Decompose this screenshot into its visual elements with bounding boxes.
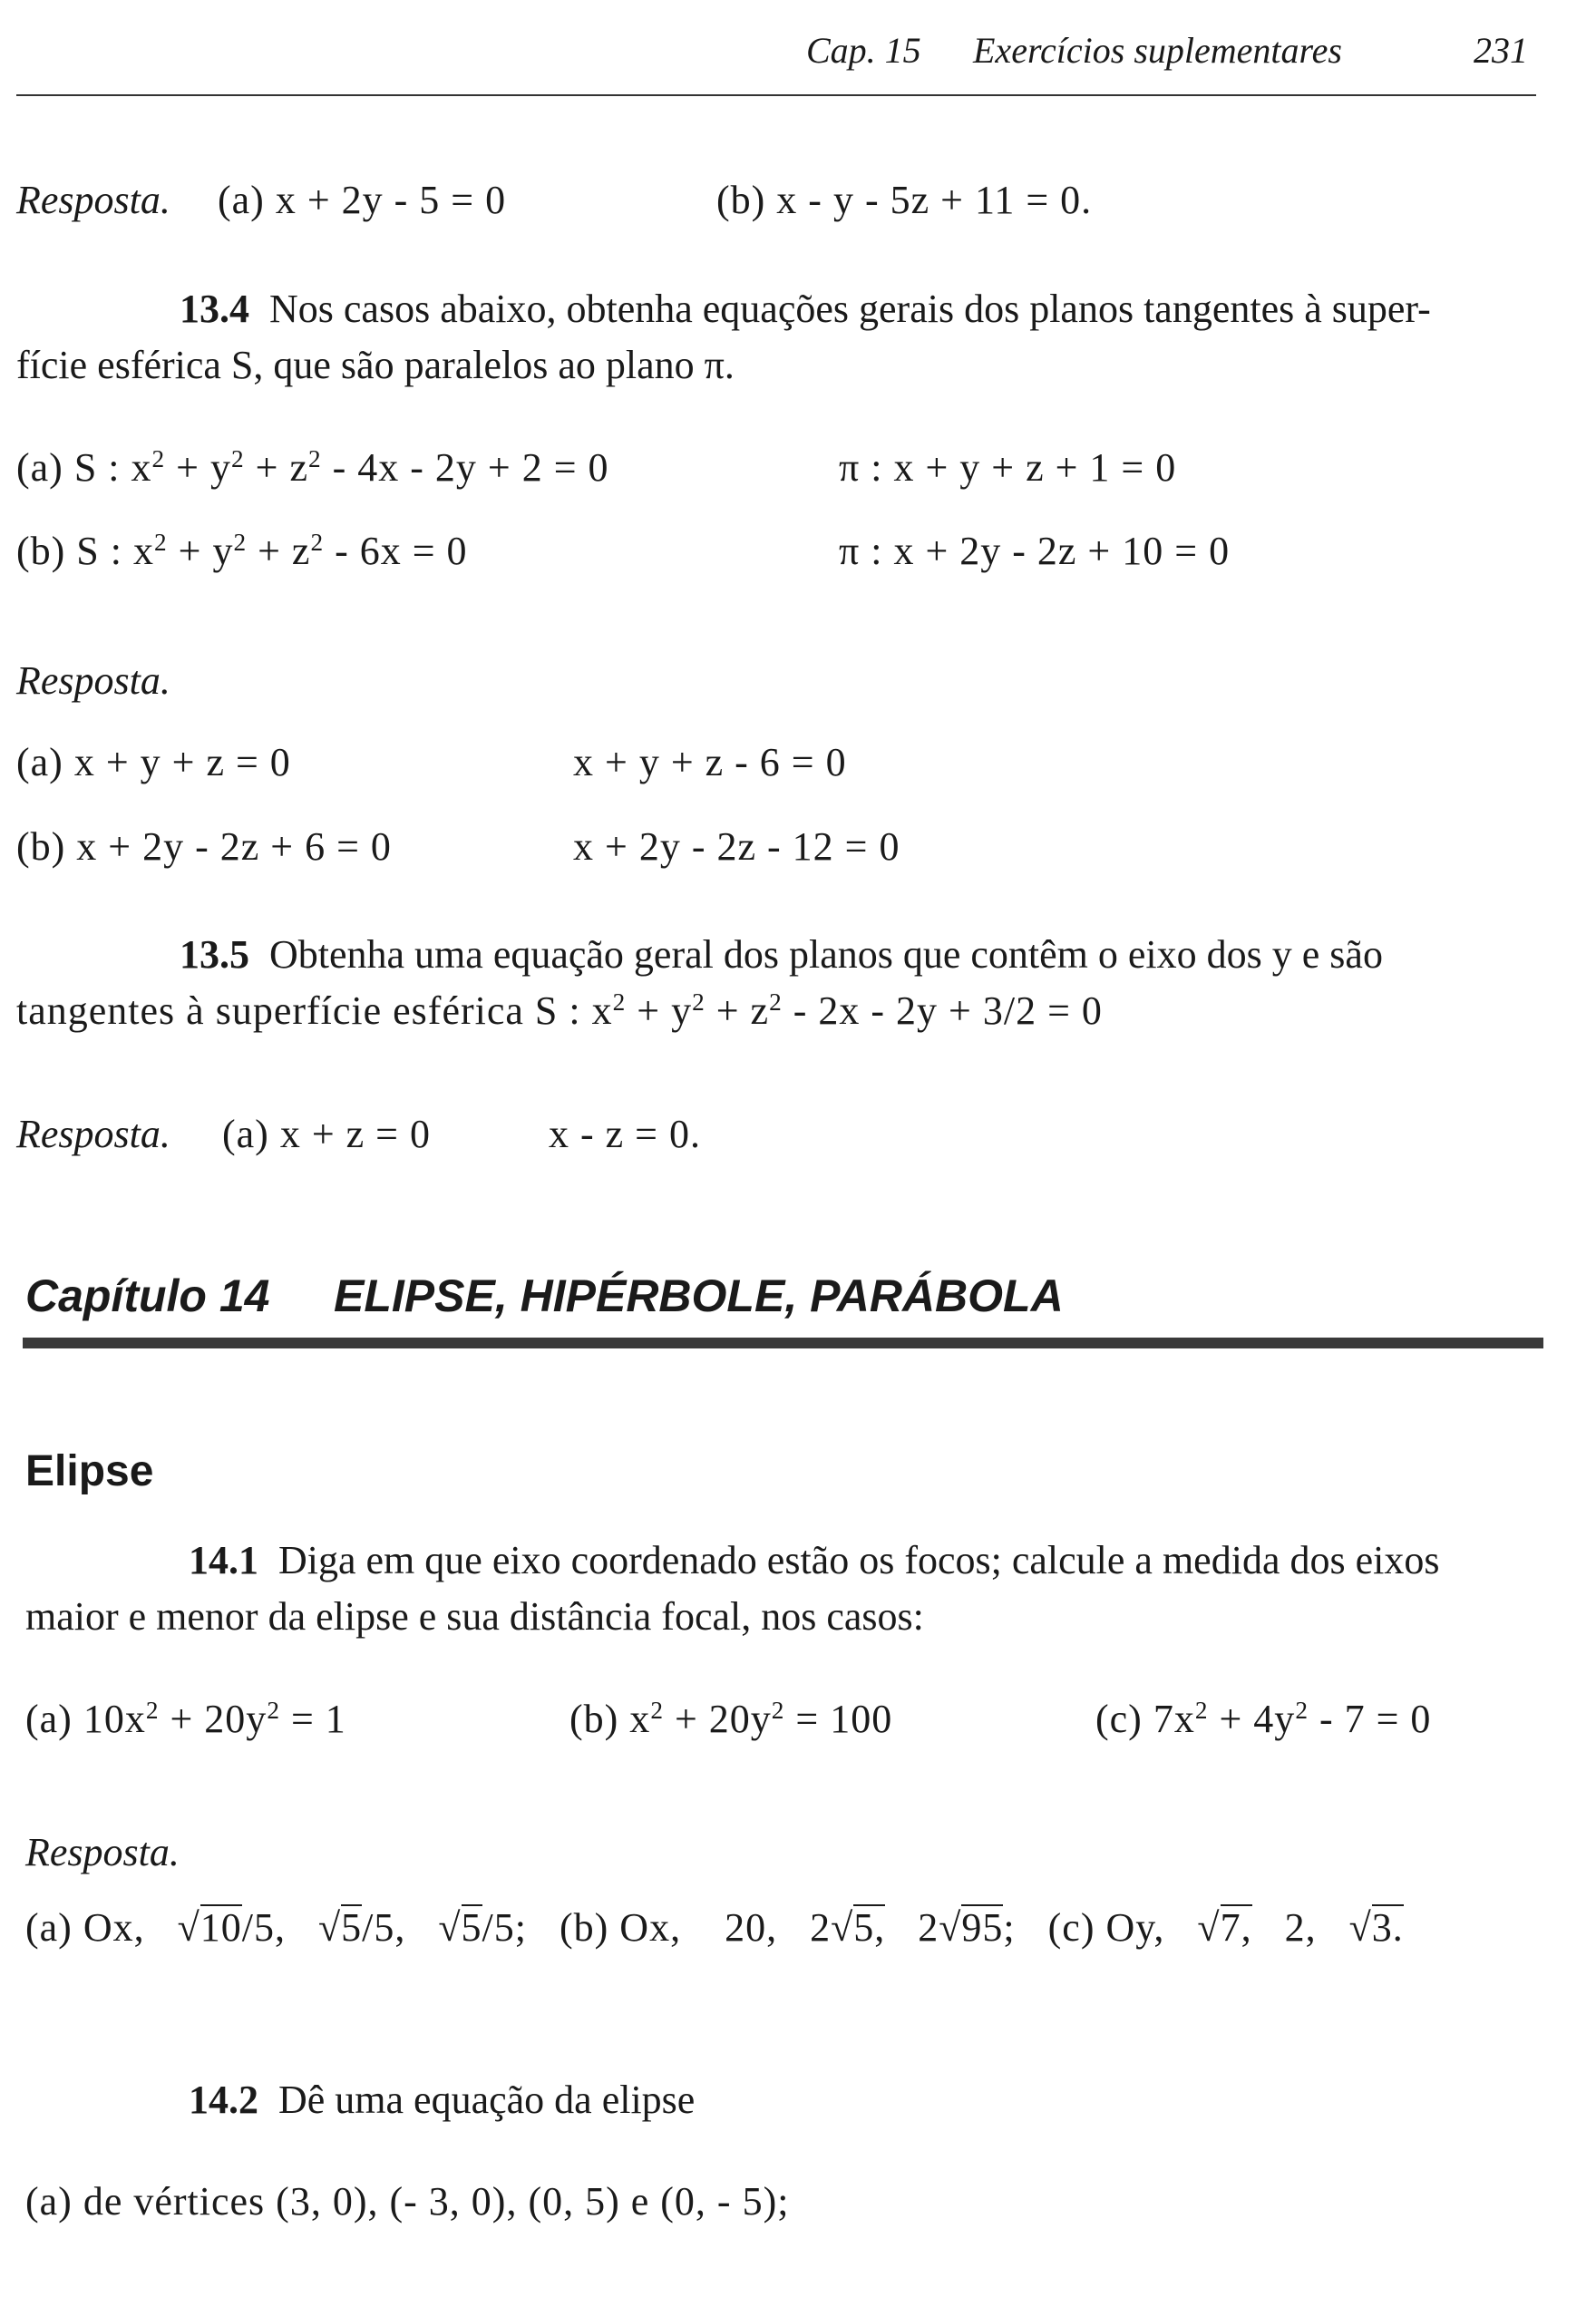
superscript: 2 <box>154 529 168 556</box>
answer-part: 20, <box>725 1905 778 1950</box>
sqrt-symbol: √ <box>831 1905 854 1950</box>
chapter-label: Capítulo 14 <box>25 1270 270 1321</box>
answer-part: 2, <box>1284 1905 1317 1950</box>
exercise-14-2-a: (a) de vértices (3, 0), (- 3, 0), (0, 5) e (0, - 5); <box>25 2179 790 2224</box>
exercise-13-4-a-sphere <box>16 444 609 492</box>
radicand: 95 <box>961 1905 1004 1950</box>
superscript: 2 <box>145 1697 160 1724</box>
sqrt-symbol: √ <box>1348 1905 1372 1950</box>
superscript: 2 <box>231 445 245 472</box>
exercise-14-1-statement <box>25 1533 1558 1645</box>
answer-part: /5, <box>241 1905 286 1950</box>
radicand: 5 <box>341 1905 363 1950</box>
answer-a2: x + y + z - 6 = 0 <box>573 740 847 784</box>
answer-part: 2 <box>810 1905 832 1950</box>
answer-part: ; <box>1003 1905 1016 1950</box>
eq-part: + z <box>247 529 311 573</box>
exercise-number: 13.4 <box>180 287 249 331</box>
exercise-13-4-b-sphere <box>16 528 468 576</box>
answer-b2: x + 2y - 2z - 12 = 0 <box>573 824 900 869</box>
eq-part: tangentes à superfície esférica S : x <box>16 988 613 1033</box>
eq-part: (a) S : x <box>16 445 152 490</box>
answer-a: (a) x + z = 0 <box>222 1112 431 1156</box>
answer-b: x - z = 0. <box>549 1112 701 1156</box>
eq-part: - 6x = 0 <box>324 529 468 573</box>
answer-part: (c) Oy, <box>1047 1905 1165 1950</box>
sqrt-symbol: √ <box>438 1905 462 1950</box>
answer-label: Resposta. <box>16 1112 170 1156</box>
radicand: 3. <box>1371 1905 1404 1950</box>
eq-part: + y <box>165 445 231 490</box>
exercise-13-4-b-plane: π : x + 2y - 2z + 10 = 0 <box>839 529 1231 573</box>
answer-part: /5; <box>482 1905 527 1950</box>
exercise-text-line2 <box>16 983 1549 1039</box>
running-header-section: Exercícios suplementares <box>973 30 1342 71</box>
radicand: 5 <box>461 1905 482 1950</box>
superscript: 2 <box>1194 1697 1209 1724</box>
eq-part: + 20y <box>159 1697 268 1741</box>
superscript: 2 <box>151 445 166 472</box>
exercise-13-4-statement <box>16 281 1540 394</box>
exercise-text-line2: maior e menor da elipse e sua distância focal, nos casos: <box>25 1594 924 1639</box>
exercise-number: 13.5 <box>180 932 249 977</box>
answer-label: Resposta. <box>16 658 170 703</box>
exercise-13-5-statement <box>16 927 1549 1039</box>
superscript: 2 <box>771 1697 785 1724</box>
exercise-14-1-a <box>25 1696 346 1744</box>
page-number: 231 <box>1474 30 1528 71</box>
superscript: 2 <box>612 988 627 1016</box>
sqrt-symbol: √ <box>177 1905 200 1950</box>
superscript: 2 <box>310 529 325 556</box>
answer-b1: (b) x + 2y - 2z + 6 = 0 <box>16 824 392 869</box>
superscript: 2 <box>1295 1697 1309 1724</box>
eq-part: (b) S : x <box>16 529 154 573</box>
radicand: 5, <box>853 1905 886 1950</box>
chapter-rule <box>23 1338 1543 1348</box>
answer-part: (a) Ox, <box>25 1905 145 1950</box>
eq-part: = 100 <box>784 1697 893 1741</box>
superscript: 2 <box>267 1697 280 1724</box>
running-header-chapter: Cap. 15 <box>806 30 921 71</box>
answer-b: (b) x - y - 5z + 11 = 0. <box>716 178 1093 222</box>
eq-part: (c) 7x <box>1095 1697 1195 1741</box>
section-title: Elipse <box>25 1447 154 1495</box>
radicand: 10 <box>200 1905 242 1950</box>
exercise-text: Dê uma equação da elipse <box>278 2078 696 2122</box>
eq-part: + z <box>705 988 770 1033</box>
superscript: 2 <box>650 1697 664 1724</box>
eq-part: (b) x <box>569 1697 651 1741</box>
eq-part: - 4x - 2y + 2 = 0 <box>321 445 609 490</box>
exercise-text-line1: Obtenha uma equação geral dos planos que contêm o eixo dos y e são <box>269 932 1383 977</box>
answer-14-1 <box>25 1904 1404 1952</box>
sqrt-symbol: √ <box>939 1905 962 1950</box>
answer-label: Resposta. <box>25 1830 180 1874</box>
eq-part: + 4y <box>1208 1697 1296 1741</box>
eq-part: = 1 <box>279 1697 346 1741</box>
eq-part: + y <box>626 988 693 1033</box>
exercise-text-line1: Nos casos abaixo, obtenha equações gerais dos planos tangentes à super- <box>269 287 1431 331</box>
header-rule <box>16 94 1536 96</box>
exercise-number: 14.1 <box>189 1538 258 1582</box>
superscript: 2 <box>307 445 322 472</box>
answer-a: (a) x + 2y - 5 = 0 <box>218 178 507 222</box>
superscript: 2 <box>692 988 706 1016</box>
answer-part: 2 <box>918 1905 939 1950</box>
radicand: 7, <box>1220 1905 1252 1950</box>
answer-label: Resposta. <box>16 178 170 222</box>
sqrt-symbol: √ <box>1197 1905 1221 1950</box>
eq-part: + z <box>244 445 308 490</box>
exercise-14-2-statement <box>189 2077 695 2125</box>
exercise-text-line2: fície esférica S, que são paralelos ao plano π. <box>16 343 735 387</box>
sqrt-symbol: √ <box>318 1905 342 1950</box>
answer-a1: (a) x + y + z = 0 <box>16 740 291 784</box>
eq-part: (a) 10x <box>25 1697 146 1741</box>
chapter-title: ELIPSE, HIPÉRBOLE, PARÁBOLA <box>334 1270 1064 1321</box>
exercise-13-4-a-plane: π : x + y + z + 1 = 0 <box>839 445 1177 490</box>
exercise-text-line1: Diga em que eixo coordenado estão os focos; calcule a medida dos eixos <box>278 1538 1440 1582</box>
eq-part: - 7 = 0 <box>1308 1697 1432 1741</box>
answer-part: (b) Ox, <box>560 1905 682 1950</box>
exercise-14-1-b <box>569 1696 892 1744</box>
eq-part: - 2x - 2y + 3/2 = 0 <box>782 988 1103 1033</box>
exercise-number: 14.2 <box>189 2078 258 2122</box>
exercise-14-1-c <box>1095 1696 1431 1744</box>
eq-part: + 20y <box>663 1697 772 1741</box>
answer-part: /5, <box>362 1905 406 1950</box>
superscript: 2 <box>233 529 248 556</box>
superscript: 2 <box>769 988 783 1016</box>
eq-part: + y <box>167 529 234 573</box>
